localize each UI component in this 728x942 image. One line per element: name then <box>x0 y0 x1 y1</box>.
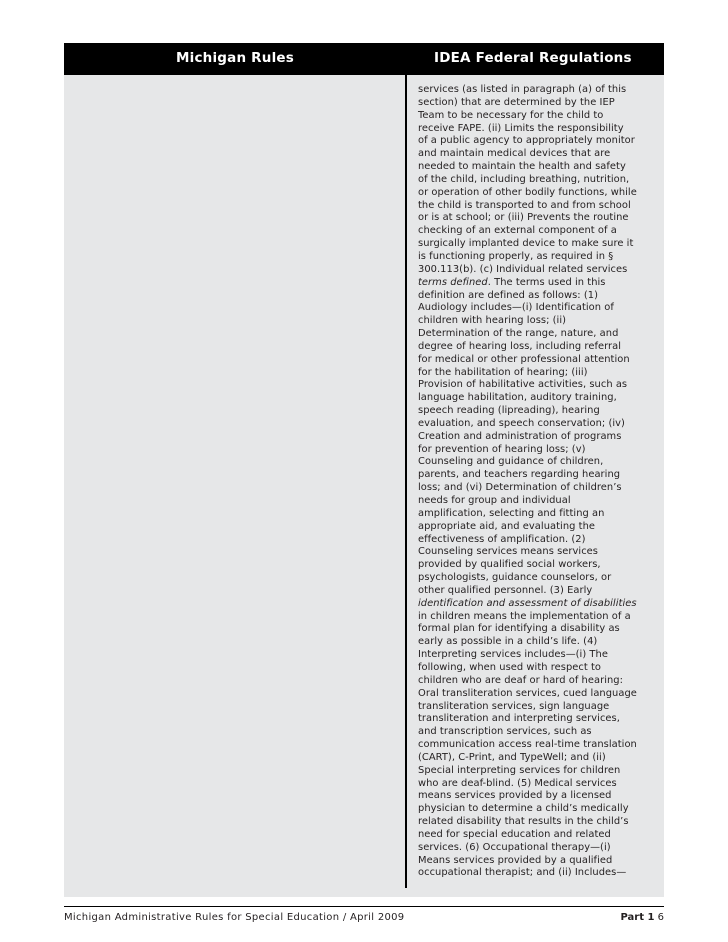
regulation-text-line: and maintain medical devices that are <box>418 148 611 160</box>
regulation-text-line: evaluation, and speech conservation; (iv) <box>418 417 625 429</box>
regulation-text-line: checking of an external component of a <box>418 225 617 237</box>
regulation-text-line: other qualified personnel. (3) Early <box>418 584 593 596</box>
footer-document-title: Michigan Administrative Rules for Special Education / April 2009 <box>64 912 405 923</box>
regulation-text-line: Interpreting services includes—(i) The <box>418 649 608 661</box>
regulation-text-line: transliteration and interpreting services, <box>418 713 620 725</box>
regulation-text-line: children with hearing loss; (ii) <box>418 315 567 327</box>
regulation-text-line: or operation of other bodily functions, while <box>418 186 637 198</box>
regulation-text-line: identification and assessment of disabilities <box>418 597 637 609</box>
regulation-text-line: the child is transported to and from school <box>418 199 631 211</box>
regulation-text-line: Provision of habilitative activities, such as <box>418 379 628 391</box>
regulation-text-line: or is at school; or (iii) Prevents the routine <box>418 212 629 224</box>
footer-rule <box>64 906 664 907</box>
regulation-text-line: receive FAPE. (ii) Limits the responsibility <box>418 122 624 134</box>
regulation-text-line: needed to maintain the health and safety <box>418 161 626 173</box>
regulation-text-line: is functioning properly, as required in § <box>418 250 614 262</box>
regulation-text-line: needs for group and individual <box>418 495 571 506</box>
regulation-text-line: children who are deaf or hard of hearing: <box>418 674 623 686</box>
footer-part-label: Part 1 <box>620 912 655 923</box>
column-divider <box>405 75 407 888</box>
regulation-text-line: definition are defined as follows: (1) <box>418 289 598 301</box>
regulation-text-line: occupational therapist; and (ii) Includes— <box>418 867 627 879</box>
footer-page-info <box>620 912 664 923</box>
idea-regulations-text <box>418 84 660 880</box>
regulation-text-line: surgically implanted device to make sure it <box>418 238 634 250</box>
regulation-text-line: need for special education and related <box>418 828 611 840</box>
table-header <box>64 43 664 75</box>
idea-federal-regulations-heading: IDEA Federal Regulations <box>434 50 632 66</box>
regulation-text-line: Creation and administration of programs <box>418 430 622 442</box>
regulation-text-line: Oral transliteration services, cued language <box>418 687 637 699</box>
regulation-text-line: Means services provided by a qualified <box>418 854 613 866</box>
regulation-text-line: provided by qualified social workers, <box>418 559 601 571</box>
regulation-text-line: who are deaf-blind. (5) Medical services <box>418 777 617 789</box>
regulation-text-line: following, when used with respect to <box>418 661 602 673</box>
regulation-text-line: Special interpreting services for children <box>418 764 621 776</box>
regulation-text-line: for prevention of hearing loss; (v) <box>418 443 586 455</box>
regulation-text-line: of a public agency to appropriately monitor <box>418 135 635 147</box>
regulation-text-line: for medical or other professional attention <box>418 353 630 365</box>
regulation-text-line: means services provided by a licensed <box>418 790 612 802</box>
regulation-text-line: section) that are determined by the IEP <box>418 96 615 108</box>
regulation-text-line: Determination of the range, nature, and <box>418 328 619 340</box>
regulation-text-line: appropriate aid, and evaluating the <box>418 520 596 532</box>
michigan-rules-heading: Michigan Rules <box>176 50 295 66</box>
regulation-text-line: loss; and (vi) Determination of children’s <box>418 482 622 494</box>
regulation-text-line: speech reading (lipreading), hearing <box>418 405 600 417</box>
regulation-text-line: psychologists, guidance counselors, or <box>418 572 612 584</box>
regulation-text-line: effectiveness of amplification. (2) <box>418 533 586 545</box>
regulation-text-line: amplification, selecting and fitting an <box>418 507 605 519</box>
regulation-text-line: language habilitation, auditory training, <box>418 392 617 404</box>
regulation-text-line: services. (6) Occupational therapy—(i) <box>418 841 611 853</box>
regulation-text-line: physician to determine a child’s medically <box>418 803 629 815</box>
regulation-text-line: 300.113(b). (c) Individual related services <box>418 263 628 275</box>
regulation-text-line: services (as listed in paragraph (a) of this <box>418 84 627 95</box>
regulation-text-line: Audiology includes—(i) Identification of <box>418 302 614 314</box>
regulation-text-line: in children means the implementation of a <box>418 610 631 622</box>
regulation-text-line: Counseling and guidance of children, <box>418 456 604 468</box>
regulation-text-line: related disability that results in the child’s <box>418 816 629 828</box>
regulation-text-line: and transcription services, such as <box>418 726 592 738</box>
regulation-text-line: formal plan for identifying a disability as <box>418 623 620 635</box>
footer-page-number: 6 <box>657 912 664 923</box>
regulation-text-line: (CART), C-Print, and TypeWell; and (ii) <box>418 751 606 763</box>
regulation-text-line: transliteration services, sign language <box>418 700 610 712</box>
regulation-text-line: for the habilitation of hearing; (iii) <box>418 366 588 378</box>
regulation-text-line: Counseling services means services <box>418 546 598 558</box>
regulation-text-line: degree of hearing loss, including referral <box>418 340 622 352</box>
regulation-text-line: terms defined. The terms used in this <box>418 276 606 288</box>
regulation-text-line: parents, and teachers regarding hearing <box>418 469 621 481</box>
regulation-text-line: early as possible in a child’s life. (4) <box>418 636 598 648</box>
regulation-text-line: Team to be necessary for the child to <box>418 109 604 121</box>
regulation-text-line: of the child, including breathing, nutrition, <box>418 173 630 185</box>
regulation-text-line: communication access real-time translation <box>418 739 637 751</box>
